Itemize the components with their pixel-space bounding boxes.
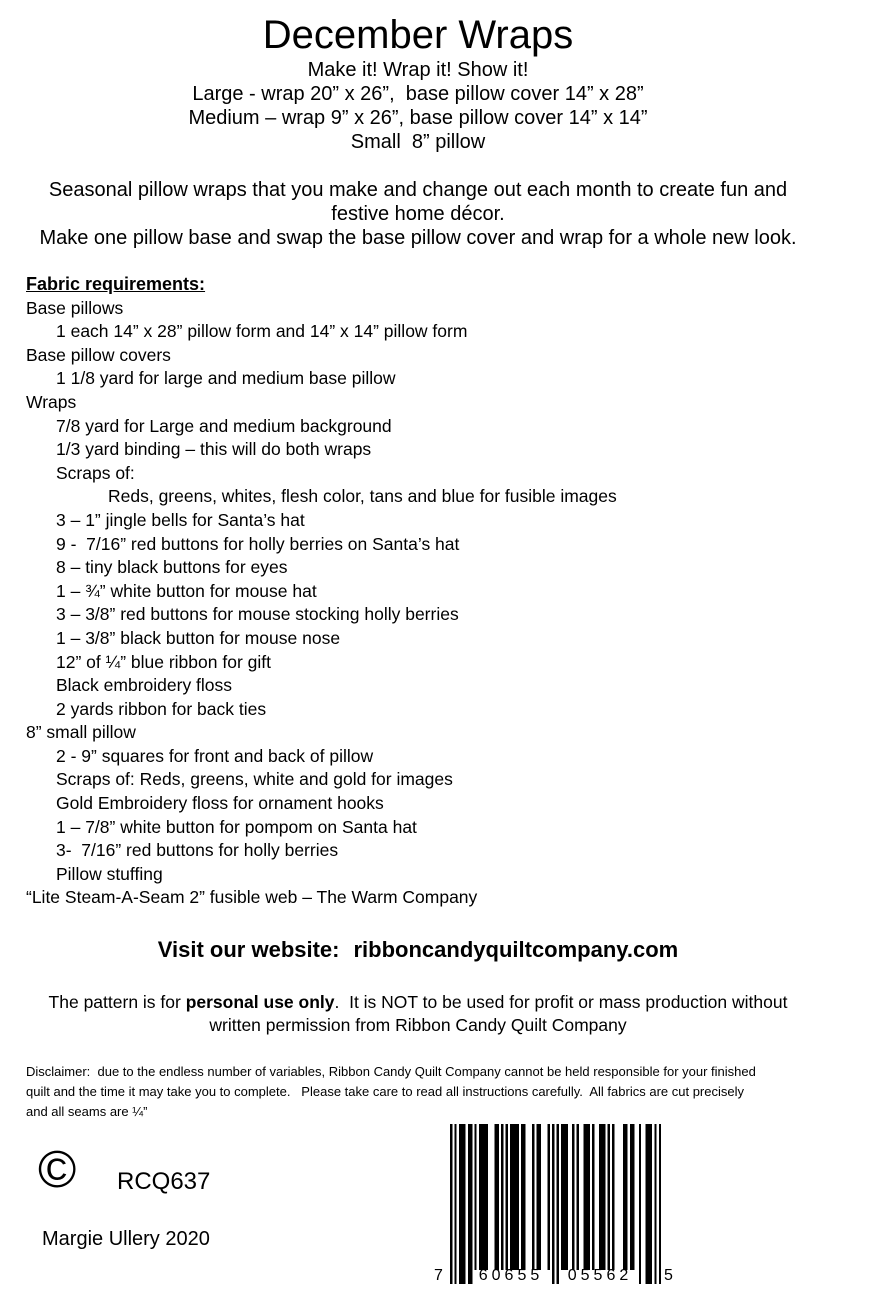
- copyright-icon: ©: [38, 1141, 77, 1199]
- page-title: December Wraps: [262, 13, 574, 57]
- fabric-item: 3 – 3/8” red buttons for mouse stocking holly berries: [56, 604, 459, 625]
- author-credit: Margie Ullery 2020: [42, 1228, 210, 1250]
- fabric-item: 7/8 yard for Large and medium background: [56, 415, 392, 436]
- fabric-list: [26, 297, 810, 910]
- barcode-bars: [450, 1124, 661, 1284]
- disclaimer-line: quilt and the time it may take you to complete. Please take care to read all instructions carefully. All fabrics are cut precisely: [26, 1084, 744, 1100]
- subtitle-line: Large - wrap 20” x 26”, base pillow cover 14” x 28”: [192, 83, 644, 105]
- usage-line-1: [26, 991, 810, 1014]
- fabric-item: Scraps of:: [56, 462, 135, 483]
- intro-line: Seasonal pillow wraps that you make and change out each month to create fun and: [48, 179, 788, 201]
- fabric-section: [26, 273, 810, 910]
- fabric-item: 1 each 14” x 28” pillow form and 14” x 14” pillow form: [56, 321, 468, 342]
- usage-note: [26, 991, 810, 1036]
- barcode-digit-left: 7: [434, 1267, 443, 1284]
- content-column: [26, 0, 810, 1122]
- website-domain: ribboncandyquiltcompany.com: [353, 937, 679, 963]
- fabric-item: Reds, greens, whites, flesh color, tans and blue for fusible images: [108, 486, 617, 507]
- barcode-digit-right: 5: [664, 1267, 673, 1284]
- header-subtitles: [26, 58, 810, 154]
- fabric-item: 12” of ¼” blue ribbon for gift: [56, 651, 271, 672]
- fabric-item: 2 yards ribbon for back ties: [56, 698, 267, 719]
- fabric-item: 2 - 9” squares for front and back of pillow: [56, 745, 374, 766]
- barcode-digit-group1: 60655: [478, 1267, 544, 1284]
- subtitle-line: Small 8” pillow: [350, 131, 486, 153]
- fabric-item: 9 - 7/16” red buttons for holly berries on Santa’s hat: [56, 533, 460, 554]
- website-label: Visit our website:: [157, 937, 340, 963]
- subtitle-line: Medium – wrap 9” x 26”, base pillow cover 14” x 14”: [188, 107, 648, 129]
- fabric-item: 1 – 7/8” white button for pompom on Santa hat: [56, 816, 417, 837]
- fabric-item: 1/3 yard binding – this will do both wraps: [56, 439, 372, 460]
- fabric-item: Scraps of: Reds, greens, white and gold for images: [56, 769, 453, 790]
- barcode: [434, 1124, 673, 1292]
- fabric-item: 1 1/8 yard for large and medium base pillow: [56, 368, 396, 389]
- fabric-item: 3 – 1” jingle bells for Santa’s hat: [56, 509, 305, 530]
- fabric-item: Pillow stuffing: [56, 863, 163, 884]
- fabric-item: Black embroidery floss: [56, 675, 233, 696]
- fabric-item: Gold Embroidery floss for ornament hooks: [56, 793, 384, 814]
- pattern-number: RCQ637: [117, 1168, 211, 1195]
- usage-text: The pattern is for: [48, 992, 186, 1013]
- fabric-item: “Lite Steam-A-Seam 2” fusible web – The Warm Company: [26, 887, 478, 908]
- intro-paragraph: [26, 178, 810, 250]
- fabric-item: 8 – tiny black buttons for eyes: [56, 557, 288, 578]
- website-line: [26, 936, 810, 963]
- fabric-item: Base pillows: [26, 297, 124, 318]
- intro-line: Make one pillow base and swap the base pillow cover and wrap for a whole new look.: [39, 227, 797, 249]
- fabric-requirements-heading: Fabric requirements:: [26, 274, 206, 294]
- usage-text: . It is NOT to be used for profit or mass production without: [334, 992, 788, 1013]
- fabric-item: 3- 7/16” red buttons for holly berries: [56, 840, 339, 861]
- usage-line-2: written permission from Ribbon Candy Quilt Company: [209, 1014, 627, 1035]
- fabric-item: Base pillow covers: [26, 344, 171, 365]
- usage-bold-text: personal use only: [185, 992, 335, 1013]
- fabric-item: Wraps: [26, 391, 77, 412]
- disclaimer-line: and all seams are ¼”: [26, 1104, 148, 1120]
- disclaimer: [26, 1062, 810, 1122]
- subtitle-line: Make it! Wrap it! Show it!: [307, 59, 529, 81]
- fabric-item: 1 – ¾” white button for mouse hat: [56, 580, 317, 601]
- disclaimer-line: Disclaimer: due to the endless number of variables, Ribbon Candy Quilt Company cannot be held responsible for your finished: [26, 1064, 756, 1080]
- intro-line: festive home décor.: [331, 203, 505, 225]
- fabric-item: 8” small pillow: [26, 722, 136, 743]
- barcode-digit-group2: 05562: [567, 1267, 633, 1284]
- fabric-item: 1 – 3/8” black button for mouse nose: [56, 627, 341, 648]
